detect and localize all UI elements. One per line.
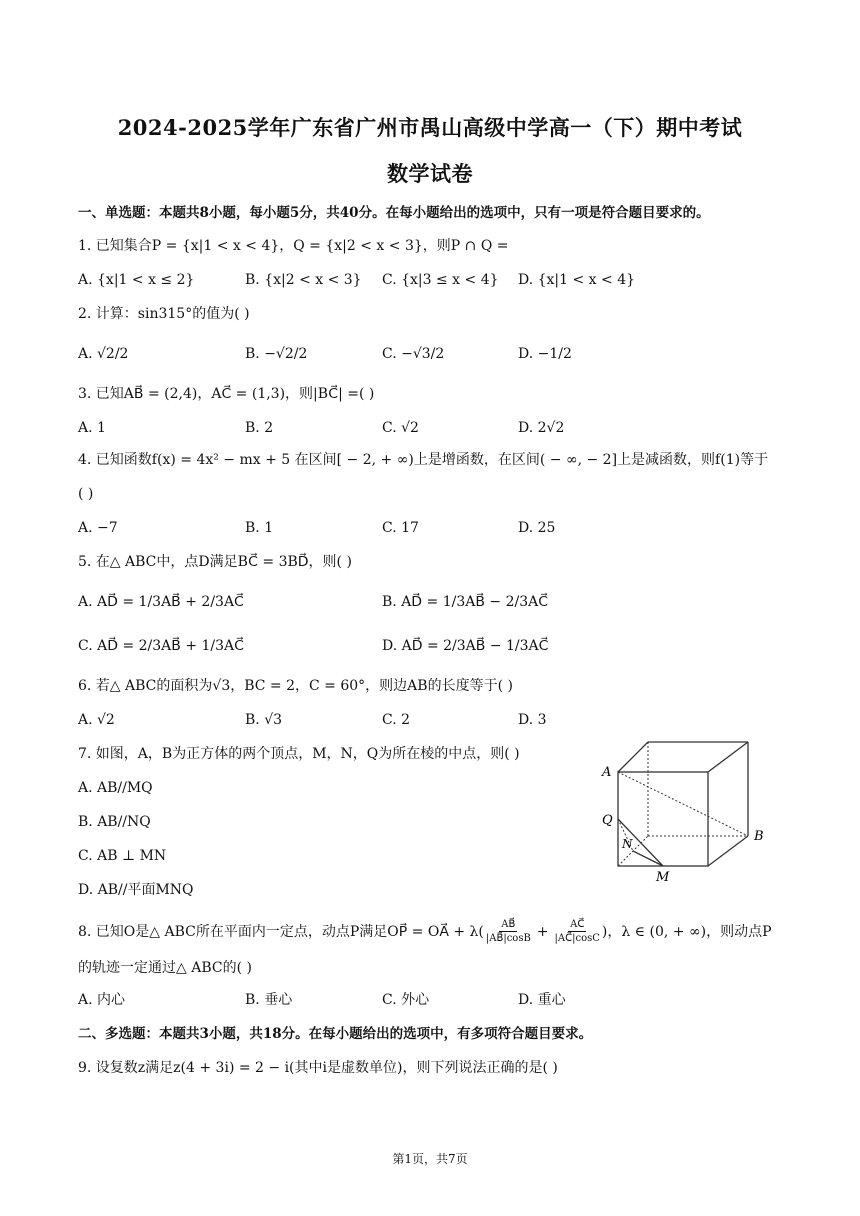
question-6-option-b: B. √3 xyxy=(245,712,283,728)
question-1-option-d: D. {x|1 < x < 4} xyxy=(518,272,636,288)
page-footer: 第1页，共7页 xyxy=(392,1152,468,1166)
cube-front-face xyxy=(618,772,708,866)
cube-top-left-edge xyxy=(618,742,648,772)
fraction-ac-denominator: |AC⃗|cosC xyxy=(554,933,600,944)
question-4-stem: 4. 已知函数f(x) = 4x² − mx + 5 在区间[ − 2, + ∞)上是增函数，在区间( − ∞, − 2]上是减函数，则f(1)等于 xyxy=(78,452,769,468)
question-4-stem-cont: ( ) xyxy=(78,486,94,502)
plus-sign: + xyxy=(536,923,549,940)
question-4-option-c: C. 17 xyxy=(382,520,419,536)
fraction-ab xyxy=(486,918,531,945)
question-3-option-c: C. √2 xyxy=(382,420,419,436)
question-1-stem: 1. 已知集合P = {x|1 < x < 4}，Q = {x|2 < x < 3}，则P ∩ Q = xyxy=(78,238,509,254)
question-1-option-c: C. {x|3 ≤ x < 4} xyxy=(382,272,499,288)
question-8-stem-cont: 的轨迹一定通过△ ABC的( ) xyxy=(78,960,252,976)
question-8-option-c: C. 外心 xyxy=(382,992,430,1008)
question-8-stem xyxy=(78,918,771,945)
question-4-option-d: D. 25 xyxy=(518,520,556,536)
question-1-option-a: A. {x|1 < x ≤ 2} xyxy=(78,272,195,288)
question-7-option-c: C. AB ⊥ MN xyxy=(78,848,167,864)
question-8-option-b: B. 垂心 xyxy=(245,992,293,1008)
cube-figure xyxy=(596,736,776,884)
question-3-option-d: D. 2√2 xyxy=(518,420,565,436)
question-3-stem: 3. 已知AB⃗ = (2,4)，AC⃗ = (1,3)，则|BC⃗| =( ) xyxy=(78,386,375,402)
question-6-option-c: C. 2 xyxy=(382,712,411,728)
segment-ab xyxy=(618,772,748,836)
question-7-option-a: A. AB//MQ xyxy=(78,780,153,796)
question-8-option-d: D. 重心 xyxy=(518,992,566,1008)
question-5-option-c: C. AD⃗ = 2/3AB⃗ + 1/3AC⃗ xyxy=(78,638,244,654)
question-6-stem: 6. 若△ ABC的面积为√3，BC = 2，C = 60°，则边AB的长度等于( ) xyxy=(78,678,513,694)
question-2-option-c: C. −√3/2 xyxy=(382,346,445,362)
label-q: Q xyxy=(602,813,613,828)
question-5-option-b: B. AD⃗ = 1/3AB⃗ − 2/3AC⃗ xyxy=(382,594,549,610)
exam-subtitle: 数学试卷 xyxy=(387,161,473,186)
question-9-stem: 9. 设复数z满足z(4 + 3i) = 2 − i(其中i是虚数单位)，则下列说法正确的是( ) xyxy=(78,1060,558,1076)
exam-title: 2024-2025学年广东省广州市禺山高级中学高一（下）期中考试 xyxy=(117,115,743,140)
question-2-option-d: D. −1/2 xyxy=(518,346,572,362)
question-8-stem-part-b: )，λ ∈ (0, + ∞)，则动点P xyxy=(601,923,772,940)
fraction-ac xyxy=(555,918,600,945)
question-8-option-a: A. 内心 xyxy=(78,992,126,1008)
question-6-option-a: A. √2 xyxy=(78,712,115,728)
question-2-option-b: B. −√2/2 xyxy=(245,346,308,362)
fraction-ab-numerator: AB⃗ xyxy=(501,919,516,930)
question-5-option-d: D. AD⃗ = 2/3AB⃗ − 1/3AC⃗ xyxy=(382,638,549,654)
label-m: M xyxy=(656,870,670,884)
label-n: N xyxy=(622,837,633,851)
cube-top-right-edge xyxy=(708,742,748,772)
question-5-option-a: A. AD⃗ = 1/3AB⃗ + 2/3AC⃗ xyxy=(78,594,244,610)
question-2-stem: 2. 计算：sin315°的值为( ) xyxy=(78,306,250,322)
question-2-option-a: A. √2/2 xyxy=(78,346,129,362)
fraction-ab-denominator: |AB⃗|cosB xyxy=(485,933,531,944)
question-4-option-b: B. 1 xyxy=(245,520,274,536)
question-3-option-a: A. 1 xyxy=(78,420,106,436)
cube-bottom-right-edge xyxy=(708,836,748,866)
question-3-option-b: B. 2 xyxy=(245,420,274,436)
question-4-option-a: A. −7 xyxy=(78,520,118,536)
question-7-option-b: B. AB//NQ xyxy=(78,814,151,830)
question-6-option-d: D. 3 xyxy=(518,712,547,728)
label-a: A xyxy=(602,765,612,780)
section-multi-choice: 二、多选题：本题共3小题，共18分。在每小题给出的选项中，有多项符合题目要求。 xyxy=(78,1026,593,1042)
label-b: B xyxy=(754,829,764,844)
question-7-option-d: D. AB//平面MNQ xyxy=(78,882,194,898)
question-8-stem-part-a: 8. 已知O是△ ABC所在平面内一定点，动点P满足OP⃗ = OA⃗ + λ( xyxy=(78,923,484,940)
section-single-choice: 一、单选题：本题共8小题，每小题5分，共40分。在每小题给出的选项中，只有一项是符合题目要求的。 xyxy=(78,205,710,221)
fraction-ac-numerator: AC⃗ xyxy=(570,919,585,930)
segment-nm xyxy=(633,851,663,866)
question-7-stem: 7. 如图，A，B为正方体的两个顶点，M，N，Q为所在棱的中点，则( ) xyxy=(78,746,520,762)
question-5-stem: 5. 在△ ABC中，点D满足BC⃗ = 3BD⃗，则( ) xyxy=(78,554,352,570)
question-1-option-b: B. {x|2 < x < 3} xyxy=(245,272,362,288)
